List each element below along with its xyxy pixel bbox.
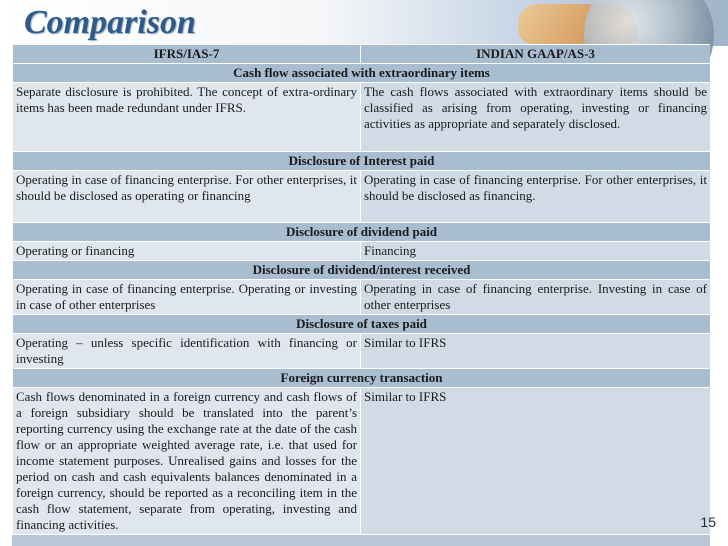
table-row (13, 242, 711, 261)
slide-title: Comparison (24, 4, 196, 41)
section-heading-row (13, 152, 711, 171)
section-heading-row (13, 261, 711, 280)
section-heading-row (13, 223, 711, 242)
section-heading-row (13, 369, 711, 388)
header-ifrs: IFRS/IAS-7 (13, 45, 361, 64)
section-heading: Disclosure of dividend paid (13, 223, 711, 242)
indian-gaap-cell: Operating in case of financing enterprise. Investing in case of other enterprises (361, 280, 711, 315)
section-heading: Foreign currency transaction (13, 369, 711, 388)
table-row (13, 280, 711, 315)
table-header-row (13, 45, 711, 64)
ifrs-cell: Separate disclosure is prohibited. The concept of extra-ordinary items has been made redundant under IFRS. (13, 83, 361, 152)
ifrs-cell: Operating – unless specific identification with financing or investing (13, 334, 361, 369)
section-heading: Disclosure of taxes paid (13, 315, 711, 334)
header-indian-gaap: INDIAN GAAP/AS-3 (361, 45, 711, 64)
section-heading: Cash flow associated with extraordinary items (13, 64, 711, 83)
page-number: 15 (700, 514, 716, 530)
table-row (13, 334, 711, 369)
ifrs-cell: Operating or financing (13, 242, 361, 261)
comparison-table (12, 44, 710, 535)
ifrs-cell: Cash flows denominated in a foreign currency and cash flows of a foreign subsidiary should be translated into the parent’s reporting currency using the exchange rate at the date of the cash flow or an appropriate weighted average rate, i.e. that used for income statement purposes. Unrealised gains and losses for the period on cash and cash equivalents balances denominated in a foreign currency, should be reported as a reconciling item in the cash flow statement, separate from operating, investing and financing activities. (13, 388, 361, 535)
section-heading-row (13, 315, 711, 334)
table-row (13, 83, 711, 152)
ifrs-cell: Operating in case of financing enterprise. For other enterprises, it should be disclosed as operating or financing (13, 171, 361, 223)
indian-gaap-cell: Financing (361, 242, 711, 261)
section-heading: Disclosure of dividend/interest received (13, 261, 711, 280)
indian-gaap-cell: Similar to IFRS (361, 388, 711, 535)
ifrs-cell: Operating in case of financing enterprise. Operating or investing in case of other enterprises (13, 280, 361, 315)
indian-gaap-cell: Similar to IFRS (361, 334, 711, 369)
section-heading: Disclosure of Interest paid (13, 152, 711, 171)
table-row (13, 171, 711, 223)
indian-gaap-cell: The cash flows associated with extraordinary items should be classified as arising from operating, investing or financing activities as appropriate and separately disclosed. (361, 83, 711, 152)
comparison-table-container (12, 44, 710, 546)
indian-gaap-cell: Operating in case of financing enterprise. For other enterprises, it should be disclosed as financing. (361, 171, 711, 223)
table-row (13, 388, 711, 535)
section-heading-row (13, 64, 711, 83)
